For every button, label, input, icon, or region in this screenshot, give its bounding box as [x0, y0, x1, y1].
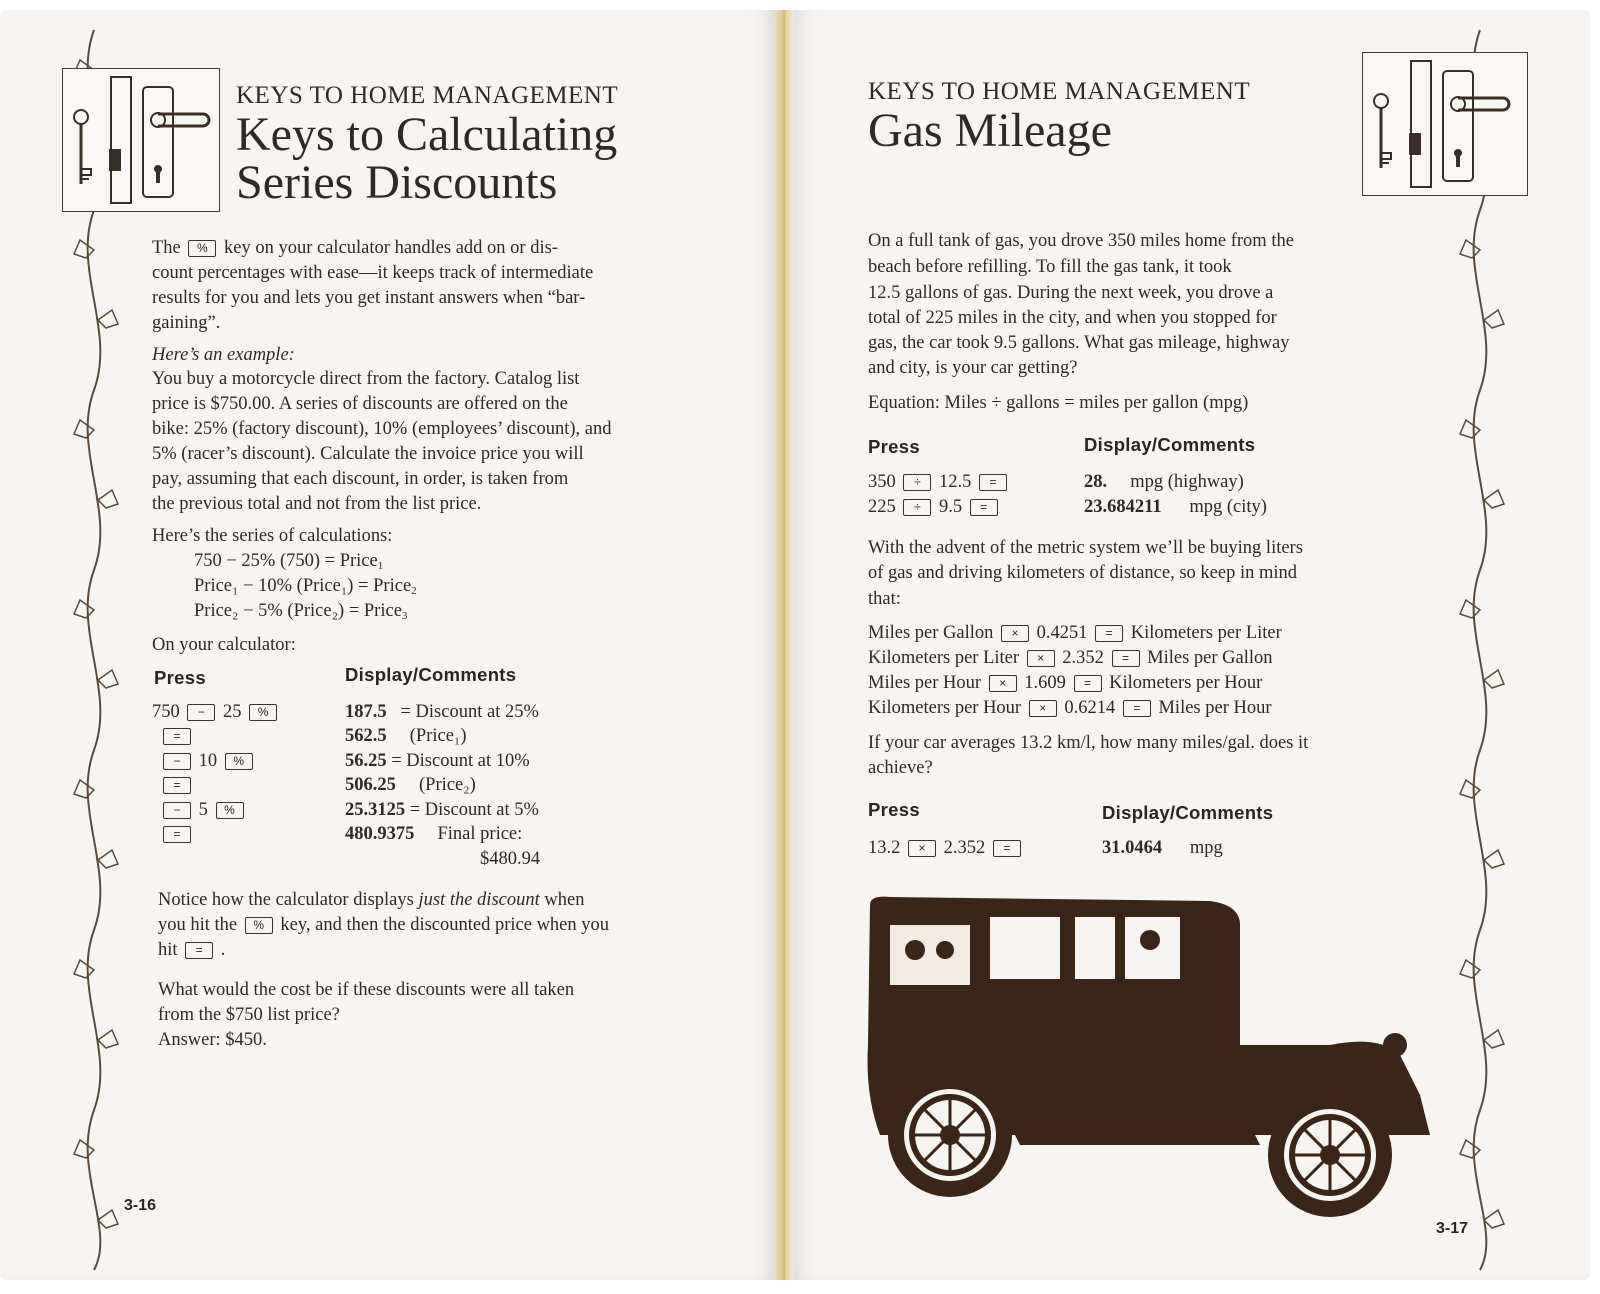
left-title-line2: Series Discounts [236, 156, 558, 209]
equals-key-icon: = [185, 942, 213, 959]
display-header: Display/Comments [345, 664, 517, 685]
notice-line: hit = . [158, 940, 226, 960]
equals-key-icon: = [979, 474, 1007, 491]
display-row: 28. mpg (highway) [1084, 472, 1244, 492]
example-line: the previous total and not from the list price. [152, 494, 482, 514]
example-line: pay, assuming that each discount, in order, is taken from [152, 469, 569, 489]
equals-key-icon: = [1074, 675, 1102, 692]
right-title: Gas Mileage [868, 104, 1112, 157]
equals-key-icon: = [163, 826, 191, 843]
minus-key-icon: − [163, 802, 191, 819]
display-header: Display/Comments [1084, 434, 1256, 455]
display-row: 25.3125 = Discount at 5% [345, 800, 539, 820]
press-row [160, 773, 194, 798]
right-intro-line: 12.5 gallons of gas. During the next week, you drove a [868, 283, 1274, 303]
notice-line: you hit the % key, and then the discounted price when you [158, 915, 610, 935]
answer-display-row: 31.0464 mpg [1102, 838, 1223, 858]
display-row: 187.5 = Discount at 25% [345, 702, 539, 722]
press-row [160, 822, 194, 847]
divide-key-icon: ÷ [903, 499, 931, 516]
times-key-icon: × [908, 840, 936, 857]
percent-key-icon: % [249, 704, 277, 721]
right-intro-line: and city, is your car getting? [868, 358, 1078, 378]
times-key-icon: × [1027, 650, 1055, 667]
press-row: 225 ÷ 9.5 = [868, 495, 1001, 520]
times-key-icon: × [989, 675, 1017, 692]
equals-key-icon: = [163, 777, 191, 794]
example-line: 5% (racer’s discount). Calculate the invoice price you will [152, 444, 584, 464]
percent-key-icon: % [216, 802, 244, 819]
right-page-number: 3-17 [1436, 1220, 1469, 1237]
vintage-car-illustration [860, 895, 1450, 1225]
display-row: 56.25 = Discount at 10% [345, 751, 530, 771]
press-row [160, 724, 194, 749]
conversion-line: Miles per Hour × 1.609 = Kilometers per Hour [868, 673, 1263, 693]
example-line: You buy a motorcycle direct from the factory. Catalog list [152, 369, 580, 389]
book-spine [774, 10, 794, 1280]
left-intro-line: gaining”. [152, 313, 221, 333]
metric-intro-line: With the advent of the metric system we’ll be buying liters [868, 538, 1303, 558]
right-kicker: KEYS TO HOME MANAGEMENT [868, 78, 1251, 105]
right-intro-line: On a full tank of gas, you drove 350 miles home from the [868, 231, 1294, 251]
final-price: $480.94 [480, 849, 541, 869]
percent-key-icon: % [225, 753, 253, 770]
divide-key-icon: ÷ [903, 474, 931, 491]
conversion-line: Miles per Gallon × 0.4251 = Kilometers per Liter [868, 623, 1282, 643]
display-row: 506.25 (Price₂) [345, 775, 476, 795]
press-row: − 10 % [160, 749, 256, 774]
display-header: Display/Comments [1102, 802, 1274, 823]
percent-key-icon: % [245, 917, 273, 934]
press-header: Press [868, 799, 920, 820]
left-intro-line: results for you and lets you get instant answers when “bar- [152, 288, 586, 308]
times-key-icon: × [1029, 700, 1057, 717]
lock-and-key-icon [62, 68, 220, 212]
conversion-line: Kilometers per Liter × 2.352 = Miles per Gallon [868, 648, 1273, 668]
right-question-line: achieve? [868, 758, 933, 778]
left-intro-line: count percentages with ease—it keeps track of intermediate [152, 263, 594, 283]
equals-key-icon: = [970, 499, 998, 516]
lock-and-key-icon [1362, 52, 1528, 196]
example-line: price is $750.00. A series of discounts are offered on the [152, 394, 568, 414]
example-line: bike: 25% (factory discount), 10% (employees’ discount), and [152, 419, 612, 439]
left-intro-line: The % key on your calculator handles add on or dis- [152, 238, 558, 258]
right-vine-border-icon [1448, 10, 1512, 1280]
series-heading: Here’s the series of calculations: [152, 526, 393, 546]
question-line: from the $750 list price? [158, 1005, 340, 1025]
press-row: 750 − 25 % [152, 700, 280, 725]
equation: Equation: Miles ÷ gallons = miles per gallon (mpg) [868, 393, 1249, 413]
display-row: 23.684211 mpg (city) [1084, 497, 1267, 517]
right-intro-line: gas, the car took 9.5 gallons. What gas mileage, highway [868, 333, 1290, 353]
left-page-number: 3-16 [124, 1197, 157, 1214]
notice-line: Notice how the calculator displays just the discount when [158, 890, 585, 910]
example-heading: Here’s an example: [152, 345, 295, 365]
equals-key-icon: = [163, 728, 191, 745]
conversion-line: Kilometers per Hour × 0.6214 = Miles per Hour [868, 698, 1272, 718]
right-intro-line: beach before refilling. To fill the gas tank, it took [868, 257, 1232, 277]
series-line: 750 − 25% (750) = Price$_1$ [194, 551, 384, 572]
question-line: What would the cost be if these discounts were all taken [158, 980, 575, 1000]
display-row: 562.5 (Price₁) [345, 726, 467, 746]
equals-key-icon: = [1112, 650, 1140, 667]
times-key-icon: × [1001, 625, 1029, 642]
press-header: Press [868, 436, 920, 457]
left-title-line1: Keys to Calculating [236, 108, 618, 161]
equals-key-icon: = [1095, 625, 1123, 642]
equals-key-icon: = [1123, 700, 1151, 717]
minus-key-icon: − [187, 704, 215, 721]
calc-heading: On your calculator: [152, 635, 296, 655]
answer-line: Answer: $450. [158, 1030, 267, 1050]
series-line: Price₁ − 10% (Price₁) = Price$_2$ [194, 576, 417, 597]
percent-key-icon: % [188, 240, 216, 257]
answer-press-row: 13.2 × 2.352 = [868, 836, 1024, 861]
equals-key-icon: = [993, 840, 1021, 857]
right-question-line: If your car averages 13.2 km/l, how many miles/gal. does it [868, 733, 1309, 753]
minus-key-icon: − [163, 753, 191, 770]
press-header: Press [154, 667, 206, 688]
metric-intro-line: that: [868, 589, 901, 609]
series-line: Price₂ − 5% (Price₂) = Price$_3$ [194, 601, 408, 622]
left-kicker: KEYS TO HOME MANAGEMENT [236, 82, 619, 109]
right-intro-line: total of 225 miles in the city, and when you stopped for [868, 308, 1277, 328]
press-row: − 5 % [160, 798, 247, 823]
display-row: 480.9375 Final price: [345, 824, 523, 844]
metric-intro-line: of gas and driving kilometers of distance, so keep in mind [868, 563, 1298, 583]
press-row: 350 ÷ 12.5 = [868, 470, 1010, 495]
